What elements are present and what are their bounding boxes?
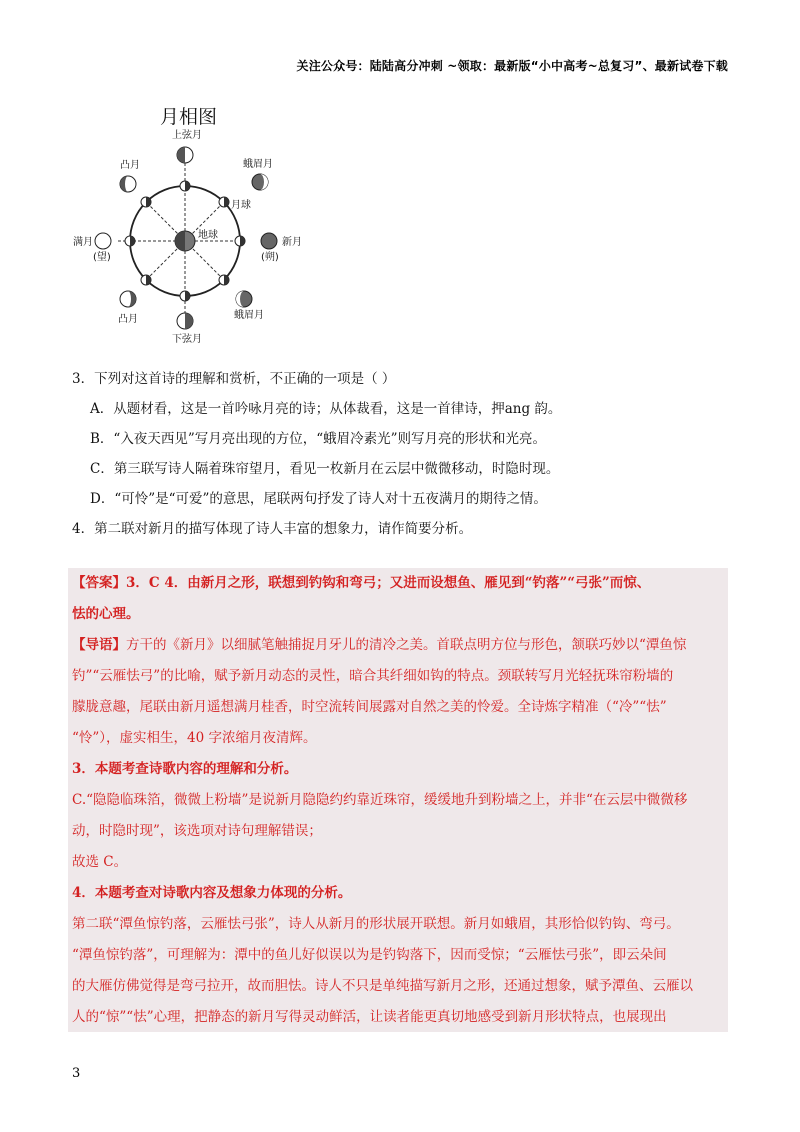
label-last-quarter: 下弦月 — [172, 334, 202, 345]
phase-first-quarter-icon — [177, 147, 193, 163]
diagram-title: 月相图 — [160, 106, 218, 128]
option-b: B．“入夜天西见”写月亮出现的方位，“蛾眉冷素光”则写月亮的形状和光亮。 — [90, 431, 547, 447]
analysis-3-line: 动，时隐时现”，该选项对诗句理解错误； — [72, 823, 322, 839]
earth-label: 地球 — [198, 230, 218, 241]
label-full-moon-sub: (望) — [93, 252, 111, 263]
label-crescent-top: 蛾眉月 — [243, 159, 273, 170]
guide-line: “怜”），虚实相生，40 字浓缩月夜清辉。 — [72, 730, 317, 746]
phase-crescent-icon — [252, 174, 268, 190]
label-new-moon-sub: (朔) — [261, 252, 279, 263]
analysis-3-line: 故选 C。 — [72, 854, 128, 870]
analysis-4-line: 人的“惊”“怯”心理，把静态的新月写得灵动鲜活，让读者能更真切地感受到新月形状特点，也展现出 — [72, 1009, 667, 1025]
guide-line: 钓”“云雁怯弓”的比喻，赋予新月动态的灵性，暗合其纤细如钩的特点。颈联转写月光轻抚珠帘粉墙的 — [72, 668, 674, 684]
analysis-4-line: 的大雁仿佛觉得是弯弓拉开，故而胆怯。诗人不只是单纯描写新月之形，还通过想象，赋予潭鱼、云雁以 — [72, 978, 693, 994]
label-gibbous-bottom: 凸月 — [118, 314, 138, 325]
phase-new-moon-icon — [261, 233, 277, 249]
question-4: 4．第二联对新月的描写体现了诗人丰富的想象力，请作简要分析。 — [72, 521, 473, 537]
option-d: D．“可怜”是“可爱”的意思，尾联两句抒发了诗人对十五夜满月的期待之情。 — [90, 491, 547, 507]
label-crescent-bottom: 蛾眉月 — [234, 310, 264, 321]
label-full-moon: 满月 — [73, 237, 93, 248]
analysis-3-heading: 3．本题考查诗歌内容的理解和分析。 — [72, 761, 298, 777]
analysis-3-line: C.“隐隐临珠箔，微微上粉墙”是说新月隐隐约约靠近珠帘，缓缓地升到粉墙之上，并非“在云层中微微移 — [72, 792, 688, 808]
label-gibbous-top: 凸月 — [120, 160, 140, 171]
phase-crescent-icon — [236, 291, 252, 307]
answer-tag: 【答案】 — [72, 575, 126, 591]
answer-line: 【答案】3．C 4．由新月之形，联想到钓钩和弯弓；又进而设想鱼、雁见到“钓落”“弓张”而惊、 — [72, 575, 651, 591]
page-header: 关注公众号：陆陆高分冲刺 ~领取：最新版“小中高考~总复习”、最新试卷下载 — [296, 59, 728, 73]
moon-label: 月球 — [231, 200, 251, 211]
label-first-quarter: 上弦月 — [172, 130, 202, 141]
option-a: A．从题材看，这是一首吟咏月亮的诗；从体裁看，这是一首律诗，押ang 韵。 — [90, 401, 562, 417]
question-block — [72, 364, 732, 544]
phase-last-quarter-icon — [177, 313, 193, 329]
answer-section — [68, 568, 728, 1032]
analysis-4-line: “潭鱼惊钓落”，可理解为：潭中的鱼儿好似误以为是钓钩落下，因而受惊；“云雁怯弓张”，即云朵间 — [72, 947, 667, 963]
guide-line: 【导语】方干的《新月》以细腻笔触捕捉月牙儿的清冷之美。首联点明方位与形色，颔联巧妙以“潭鱼惊 — [72, 637, 687, 653]
page-number: 3 — [72, 1066, 81, 1081]
label-new-moon: 新月 — [282, 237, 302, 248]
option-c: C．第三联写诗人隔着珠帘望月，看见一枚新月在云层中微微移动，时隐时现。 — [90, 461, 560, 477]
moon-phase-diagram — [68, 100, 318, 350]
question-3: 3．下列对这首诗的理解和赏析，不正确的一项是（ ） — [72, 371, 396, 387]
guide-tag: 【导语】 — [72, 637, 126, 653]
analysis-4-heading: 4．本题考查对诗歌内容及想象力体现的分析。 — [72, 885, 352, 901]
phase-full-moon-icon — [95, 233, 111, 249]
analysis-4-line: 第二联“潭鱼惊钓落，云雁怯弓张”，诗人从新月的形状展开联想。新月如蛾眉，其形恰似钓钩、弯弓。 — [72, 916, 680, 932]
guide-line: 朦胧意趣，尾联由新月遥想满月桂香，时空流转间展露对自然之美的怜爱。全诗炼字精准（“冷”“怯” — [72, 699, 667, 715]
phase-gibbous-icon — [120, 176, 136, 192]
answer-line: 怯的心理。 — [72, 606, 140, 622]
phase-gibbous-icon — [120, 291, 136, 307]
